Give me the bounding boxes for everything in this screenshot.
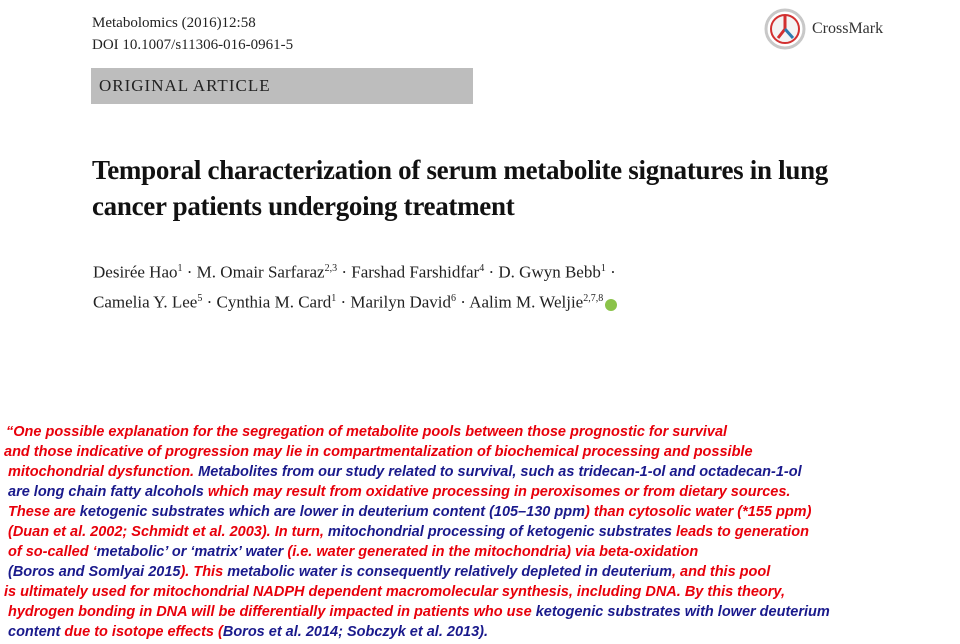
quote-text: which may result from oxidative processing in peroxisomes or from dietary sources. bbox=[207, 484, 791, 500]
quote-text: (Boros and Somlyai 2015 bbox=[8, 564, 181, 580]
author-affiliation: 2,3 bbox=[324, 263, 338, 274]
author-list bbox=[93, 256, 617, 315]
quote-line bbox=[0, 582, 960, 602]
author-separator: · bbox=[605, 262, 616, 282]
quote-text: (i.e. water generated in the mitochondria) via beta-oxidation bbox=[287, 544, 699, 560]
quote-line bbox=[0, 442, 960, 462]
quote-text: and those indicative of progression may lie in compartmentalization of biochemical processing and possible bbox=[4, 444, 753, 460]
author-affiliation: 1 bbox=[177, 263, 183, 274]
quote-line bbox=[0, 482, 960, 502]
quote-text: mitochondrial dysfunction. bbox=[8, 464, 199, 480]
article-type-banner bbox=[91, 68, 473, 104]
quote-line bbox=[0, 422, 960, 442]
author-separator: · bbox=[484, 262, 499, 282]
quote-text: ketogenic substrates which are lower in deuterium content (105–130 ppm bbox=[79, 504, 585, 520]
quote-line bbox=[0, 622, 960, 642]
author-name[interactable]: Farshad Farshidfar bbox=[351, 262, 480, 282]
quote-text: are long chain fatty alcohols bbox=[8, 484, 208, 500]
quote-line bbox=[0, 462, 960, 482]
quote-line bbox=[0, 522, 960, 542]
quote-line bbox=[0, 562, 960, 582]
journal-header bbox=[92, 12, 293, 56]
orcid-icon[interactable] bbox=[605, 299, 617, 311]
quote-text: hydrogen bonding in DNA will be differentially impacted in patients who use bbox=[8, 604, 536, 620]
article-title bbox=[92, 152, 852, 224]
author-affiliation: 2,7,8 bbox=[583, 292, 604, 304]
quote-line bbox=[0, 502, 960, 522]
quote-text: , and this pool bbox=[672, 564, 771, 580]
author-name[interactable]: Cynthia M. Card bbox=[216, 292, 332, 312]
author-line-1 bbox=[93, 256, 617, 286]
quote-text: Boros et al. 2014; Sobczyk et al. 2013). bbox=[222, 624, 488, 640]
title-line-1: Temporal characterization of serum metabolite signatures in lung bbox=[92, 155, 828, 185]
quote-text: mitochondrial processing of ketogenic substrates bbox=[327, 524, 676, 540]
article-type-label: ORIGINAL ARTICLE bbox=[99, 76, 271, 95]
quote-text: (Duan et al. 2002; Schmidt et al. 2003). In turn, bbox=[8, 524, 328, 540]
author-separator: · bbox=[337, 262, 352, 282]
author-affiliation: 5 bbox=[197, 292, 203, 304]
author-name[interactable]: Aalim M. Weljie bbox=[469, 292, 584, 312]
author-name[interactable]: D. Gwyn Bebb bbox=[498, 262, 601, 282]
quote-text: content bbox=[8, 624, 65, 640]
author-separator: · bbox=[202, 292, 217, 312]
quote-text: Metabolites from our study related to survival, such as tridecan-1-ol and octadecan-1-ol bbox=[198, 464, 802, 480]
author-name[interactable]: Camelia Y. Lee bbox=[93, 292, 198, 312]
quote-text: due to isotope effects ( bbox=[64, 624, 223, 640]
journal-doi: DOI 10.1007/s11306-016-0961-5 bbox=[92, 37, 294, 53]
quote-text: of so-called ‘ bbox=[8, 544, 97, 560]
author-line-2 bbox=[93, 286, 617, 316]
title-line-2: cancer patients undergoing treatment bbox=[92, 191, 515, 221]
quote-line bbox=[0, 542, 960, 562]
author-affiliation: 1 bbox=[331, 292, 337, 304]
quote-text: metabolic water is consequently relatively depleted in deuterium bbox=[227, 564, 672, 580]
author-separator: · bbox=[182, 262, 197, 282]
quote-text: These are bbox=[8, 504, 80, 520]
quote-text: ketogenic substrates with lower deuterium bbox=[535, 604, 830, 620]
crossmark-badge[interactable] bbox=[764, 8, 883, 50]
quote-text: ) than cytosolic water (*155 ppm) bbox=[584, 504, 812, 520]
quote-text: “One possible explanation for the segregation of metabolite pools between those prognostic for survival bbox=[6, 424, 728, 440]
quote-text: ). This bbox=[180, 564, 228, 580]
author-separator: · bbox=[336, 292, 351, 312]
author-name[interactable]: M. Omair Sarfaraz bbox=[196, 262, 325, 282]
author-affiliation: 4 bbox=[479, 263, 485, 274]
quote-text: is ultimately used for mitochondrial NADPH dependent macromolecular synthesis, including DNA. By this theory, bbox=[4, 584, 785, 600]
quote-line bbox=[0, 602, 960, 622]
quote-text: metabolic’ or ‘matrix’ water bbox=[96, 544, 288, 560]
author-name[interactable]: Desirée Hao bbox=[93, 262, 178, 282]
crossmark-icon bbox=[764, 8, 806, 50]
quote-text: leads to generation bbox=[675, 524, 809, 540]
quote-block bbox=[0, 422, 960, 642]
author-affiliation: 6 bbox=[451, 292, 456, 304]
author-name[interactable]: Marilyn David bbox=[350, 292, 451, 312]
author-separator: · bbox=[456, 292, 470, 312]
crossmark-label: CrossMark bbox=[812, 20, 884, 37]
journal-citation: Metabolomics (2016)12:58 bbox=[92, 15, 256, 31]
author-affiliation: 1 bbox=[600, 263, 606, 274]
